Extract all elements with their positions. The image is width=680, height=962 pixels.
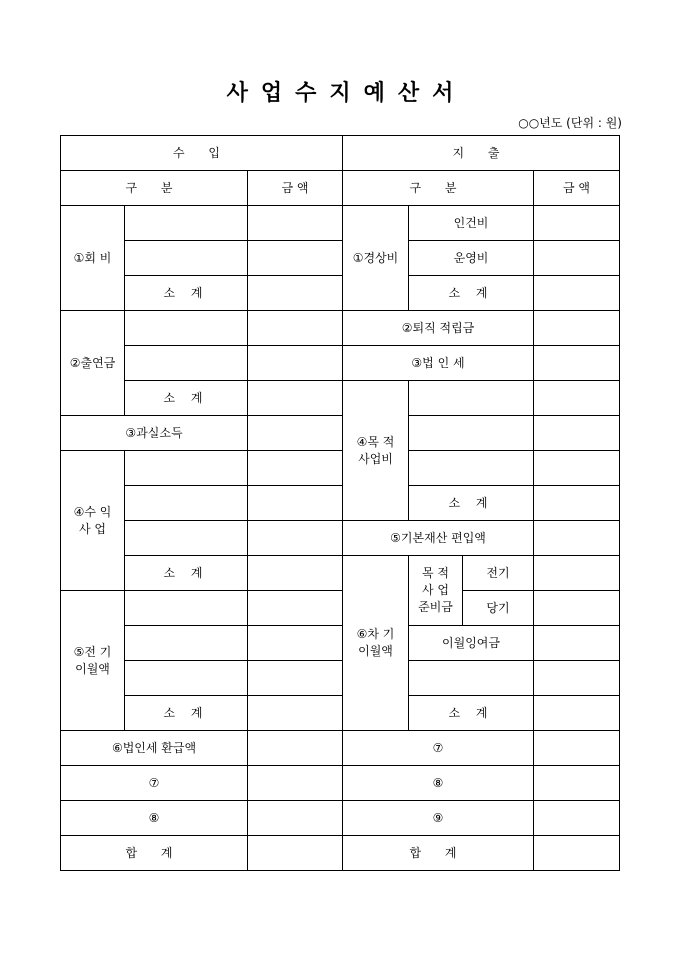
input-cell[interactable] [409, 416, 534, 451]
amount-cell[interactable] [248, 766, 343, 801]
amount-cell[interactable] [534, 661, 620, 696]
income-header: 수 입 [61, 136, 343, 171]
expense-reserve-line2: 사 업 [422, 583, 450, 597]
amount-cell[interactable] [248, 241, 343, 276]
input-cell[interactable] [125, 346, 248, 381]
expense-operating-subtotal: 소 계 [409, 276, 534, 311]
amount-cell[interactable] [248, 661, 343, 696]
expense-operation-label: 운영비 [409, 241, 534, 276]
expense-purpose-line2: 사업비 [358, 451, 393, 466]
income-category-header: 구 분 [61, 171, 248, 206]
income-tax-refund-label: ⑥법인세 환급액 [61, 731, 248, 766]
amount-cell[interactable] [534, 486, 620, 521]
income-carryover-line2: 이월액 [75, 661, 110, 676]
input-cell[interactable] [125, 311, 248, 346]
amount-cell[interactable] [534, 731, 620, 766]
input-cell[interactable] [125, 241, 248, 276]
amount-cell[interactable] [248, 731, 343, 766]
document-title: 사업수지예산서 [226, 80, 467, 106]
expense-purpose-label [343, 381, 409, 521]
income-item8-label: ⑧ [61, 801, 248, 836]
amount-cell[interactable] [534, 626, 620, 661]
income-fee-label: ①회 비 [61, 206, 125, 311]
input-cell[interactable] [125, 626, 248, 661]
budget-table [60, 135, 620, 871]
expense-category-header: 구 분 [343, 171, 534, 206]
expense-reserve-label [409, 556, 463, 626]
income-carryover-label [61, 591, 125, 731]
amount-cell[interactable] [248, 346, 343, 381]
input-cell[interactable] [409, 451, 534, 486]
income-carryover-subtotal: 소 계 [125, 696, 248, 731]
input-cell[interactable] [125, 486, 248, 521]
amount-cell[interactable] [534, 521, 620, 556]
expense-item9-label: ⑨ [343, 801, 534, 836]
income-carryover-line1: ⑤전 기 [73, 644, 112, 659]
input-cell[interactable] [125, 521, 248, 556]
amount-cell[interactable] [248, 801, 343, 836]
expense-next-line2: 이월액 [358, 644, 393, 658]
amount-cell[interactable] [534, 451, 620, 486]
income-total-label: 합 계 [61, 836, 248, 871]
income-past-income-label: ③과실소득 [61, 416, 248, 451]
expense-operating-label: ①경상비 [343, 206, 409, 311]
input-cell[interactable] [409, 661, 534, 696]
amount-cell[interactable] [248, 451, 343, 486]
amount-cell[interactable] [534, 241, 620, 276]
amount-cell[interactable] [248, 696, 343, 731]
income-contribution-subtotal: 소 계 [125, 381, 248, 416]
amount-cell[interactable] [534, 311, 620, 346]
amount-cell[interactable] [248, 626, 343, 661]
expense-endowment-label: ⑤기본재산 편입액 [343, 521, 534, 556]
expense-curr-term-label: 당기 [463, 591, 534, 626]
expense-purpose-subtotal: 소 계 [409, 486, 534, 521]
income-profit-subtotal: 소 계 [125, 556, 248, 591]
expense-retirement-label: ②퇴직 적립금 [343, 311, 534, 346]
expense-surplus-label: 이월잉여금 [409, 626, 534, 661]
expense-amount-header: 금 액 [534, 171, 620, 206]
expense-reserve-line1: 목 적 [422, 566, 450, 580]
income-profit-line2: 사 업 [79, 521, 106, 536]
expense-personnel-label: 인건비 [409, 206, 534, 241]
amount-cell[interactable] [248, 836, 343, 871]
expense-next-subtotal: 소 계 [409, 696, 534, 731]
income-item7-label: ⑦ [61, 766, 248, 801]
amount-cell[interactable] [248, 591, 343, 626]
amount-cell[interactable] [534, 696, 620, 731]
amount-cell[interactable] [248, 381, 343, 416]
amount-cell[interactable] [534, 801, 620, 836]
expense-total-label: 합 계 [343, 836, 534, 871]
amount-cell[interactable] [534, 836, 620, 871]
amount-cell[interactable] [534, 206, 620, 241]
expense-next-line1: ⑥차 기 [356, 627, 395, 641]
amount-cell[interactable] [534, 591, 620, 626]
income-profit-business-label [61, 451, 125, 591]
expense-header: 지 출 [343, 136, 620, 171]
amount-cell[interactable] [248, 556, 343, 591]
expense-corp-tax-label: ③법 인 세 [343, 346, 534, 381]
amount-cell[interactable] [534, 381, 620, 416]
income-amount-header: 금 액 [248, 171, 343, 206]
amount-cell[interactable] [534, 766, 620, 801]
amount-cell[interactable] [248, 521, 343, 556]
amount-cell[interactable] [248, 311, 343, 346]
expense-item8-label: ⑧ [343, 766, 534, 801]
expense-item7-label: ⑦ [343, 731, 534, 766]
amount-cell[interactable] [248, 276, 343, 311]
input-cell[interactable] [125, 451, 248, 486]
input-cell[interactable] [125, 206, 248, 241]
income-profit-line1: ④수 익 [73, 504, 112, 519]
amount-cell[interactable] [534, 346, 620, 381]
expense-next-carryover-label [343, 556, 409, 731]
amount-cell[interactable] [248, 486, 343, 521]
amount-cell[interactable] [534, 416, 620, 451]
amount-cell[interactable] [534, 556, 620, 591]
unit-note: ○○년도 (단위 : 원) [518, 116, 622, 130]
amount-cell[interactable] [534, 276, 620, 311]
input-cell[interactable] [125, 661, 248, 696]
expense-purpose-line1: ④목 적 [356, 434, 395, 449]
input-cell[interactable] [409, 381, 534, 416]
expense-reserve-line3: 준비금 [418, 600, 453, 614]
expense-prev-term-label: 전기 [463, 556, 534, 591]
amount-cell[interactable] [248, 206, 343, 241]
amount-cell[interactable] [248, 416, 343, 451]
input-cell[interactable] [125, 591, 248, 626]
income-fee-subtotal: 소 계 [125, 276, 248, 311]
income-contribution-label: ②출연금 [61, 311, 125, 416]
